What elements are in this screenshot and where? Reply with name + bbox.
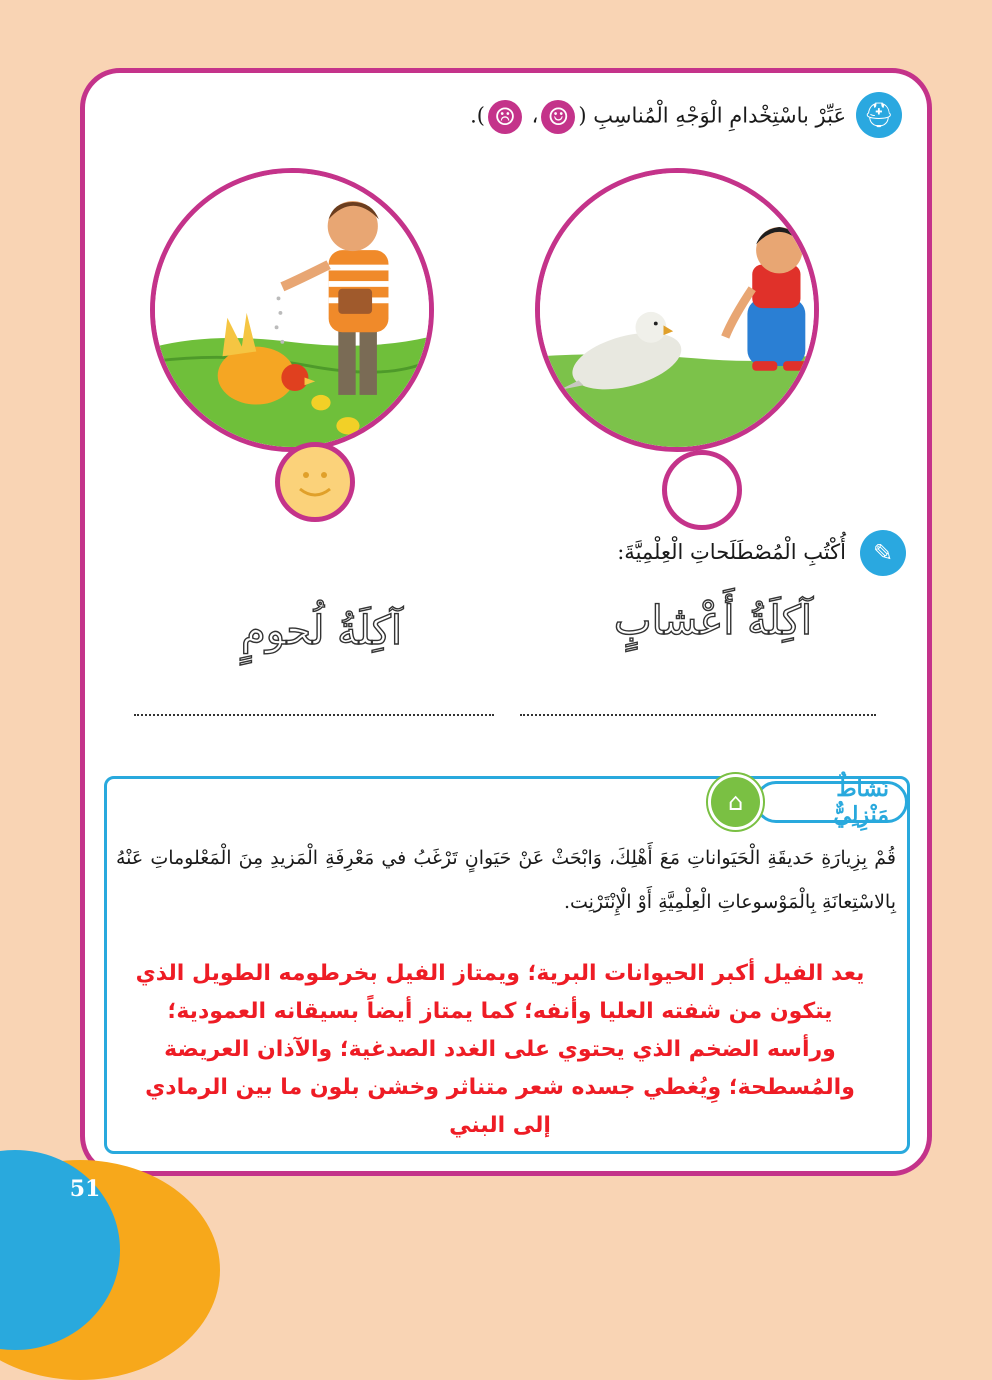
term-herbivore: آكِلَةُ أَعْشابٍ [613, 598, 812, 644]
eagle-scene-svg [540, 173, 814, 447]
page-number: 51 [69, 1176, 101, 1202]
instruction-2: أُكْتُبِ الْمُصْطَلَحاتِ الْعِلْمِيَّةَ: [617, 540, 846, 564]
handwritten-answer: يعد الفيل أكبر الحيوانات البرية؛ ويمتاز الفيل بخرطومه الطويل الذي يتكون من شفته العليا وأنفه؛ كما يمتاز أيضاً بسيقانه العمودية؛ ورأسه الضخم الذي يحتوي على الغدد الصدغية؛ والآذان العريضة والمُسطحة؛ وِيُغطي جسده شعر متناثر وخشن بلون ما بين الرمادي إلى البني [135, 961, 865, 1138]
smiley-face-icon [280, 447, 350, 517]
empty-face-answer[interactable] [662, 450, 742, 530]
home-activity-body: قُمْ بِزِيارَةِ حَديقَةِ الْحَيَواناتِ مَعَ أَهْلِكَ، وَابْحَثْ عَنْ حَيَوانٍ تَرْغَبُ في مَعْرِفَةِ الْمَزيدِ مِنَ الْمَعْلوماتِ عَنْهُ بِالاسْتِعانَةِ بِالْمَوْسوعاتِ الْعِلْمِيَّةِ أَوْ الْإِنْتَرْنِت. [116, 847, 896, 913]
instruction-1-separator: ، [524, 103, 539, 128]
feeding-scene-svg [155, 173, 429, 447]
answer-line-right[interactable] [520, 714, 876, 716]
worker-helmet-icon: ⛑ [856, 92, 902, 138]
pencil-icon: ✎ [860, 530, 906, 576]
instruction-1 [470, 100, 846, 134]
answer-line-left[interactable] [134, 714, 494, 716]
happy-face-icon: ☺ [541, 100, 575, 134]
home-activity-title: نَشاطٌ مَنْزِلِيٌّ [755, 781, 908, 823]
boy-with-eagle-illustration [535, 168, 819, 452]
home-activity-header [708, 774, 908, 830]
happy-face-answer[interactable] [275, 442, 355, 522]
family-house-icon: ⌂ [708, 774, 763, 830]
instruction-1-text-after: ). [470, 103, 485, 128]
instruction-1-text-before: عَبِّرْ باسْتِخْدامِ الْوَجْهِ الْمُناسِبِ ( [578, 103, 846, 128]
term-carnivore: آكِلَةُ لُحومٍ [241, 608, 402, 654]
sad-face-icon: ☹ [488, 100, 522, 134]
boy-feeding-chickens-illustration [150, 168, 434, 452]
